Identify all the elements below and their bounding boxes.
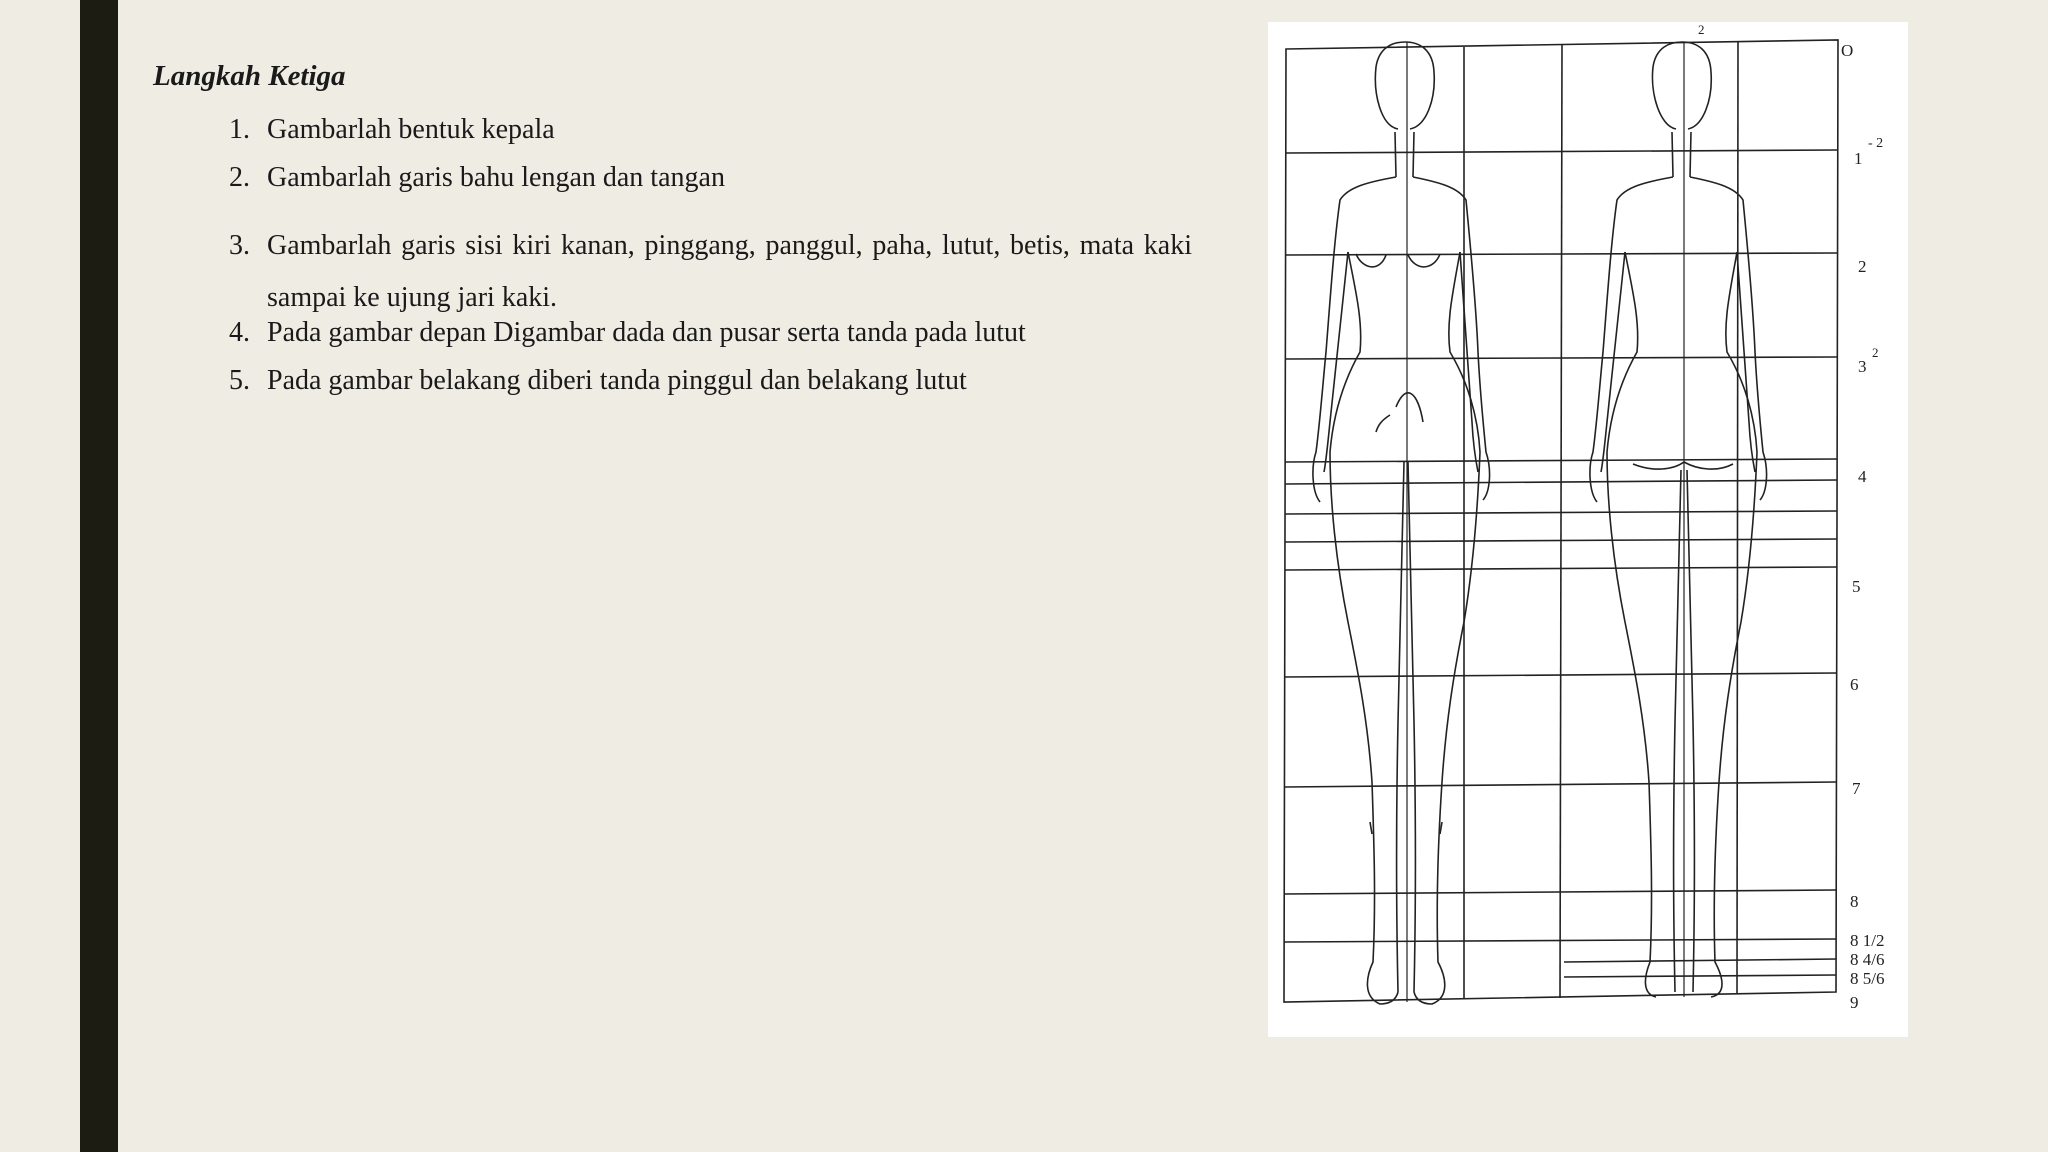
- grid-line: [1286, 357, 1837, 359]
- margin-mark: - 2: [1868, 136, 1884, 151]
- scale-label: 4: [1858, 467, 1867, 486]
- slide-accent-bar: [80, 0, 118, 1152]
- slide-heading: Langkah Ketiga: [153, 60, 346, 92]
- step-text: Pada gambar belakang diberi tanda pinggul dan belakang lutut: [267, 365, 967, 396]
- step-number: 2.: [229, 162, 250, 193]
- back-figure: [1590, 42, 1767, 997]
- fashion-figure-illustration: [1268, 22, 1908, 1037]
- grid-line: [1286, 253, 1837, 255]
- scale-label: O: [1841, 41, 1854, 60]
- front-figure: [1313, 42, 1490, 1004]
- step-number: 3.: [229, 230, 250, 261]
- scale-label: 3: [1858, 357, 1867, 376]
- margin-mark: 2: [1698, 22, 1705, 37]
- margin-mark: 2: [1872, 345, 1879, 360]
- scale-label: 6: [1850, 675, 1859, 694]
- scale-label: 8: [1850, 892, 1859, 911]
- step-number: 5.: [229, 365, 250, 396]
- grid-line: [1564, 975, 1836, 977]
- scale-label: 7: [1852, 779, 1861, 798]
- step-text: Gambarlah bentuk kepala: [267, 114, 555, 145]
- step-text: Gambarlah garis bahu lengan dan tangan: [267, 162, 725, 193]
- scale-label: 8 5/6: [1850, 969, 1885, 988]
- grid-line: [1737, 42, 1738, 994]
- figure-drawing: [1268, 22, 1908, 1037]
- scale-label: 8 4/6: [1850, 950, 1885, 969]
- step-text: Pada gambar depan Digambar dada dan pusar serta tanda pada lutut: [267, 317, 1026, 348]
- step-number: 1.: [229, 114, 250, 145]
- grid-line: [1564, 959, 1836, 962]
- scale-label: 9: [1850, 993, 1859, 1012]
- scale-label: 2: [1858, 257, 1867, 276]
- scale-label: 5: [1852, 577, 1861, 596]
- grid-line: [1560, 45, 1562, 998]
- step-number: 4.: [229, 317, 250, 348]
- step-text: Gambarlah garis sisi kiri kanan, pinggang, panggul, paha, lutut, betis, mata kaki sampai ke ujung jari kaki.: [267, 230, 1192, 313]
- scale-label: 1: [1854, 149, 1863, 168]
- scale-label: 8 1/2: [1850, 931, 1885, 950]
